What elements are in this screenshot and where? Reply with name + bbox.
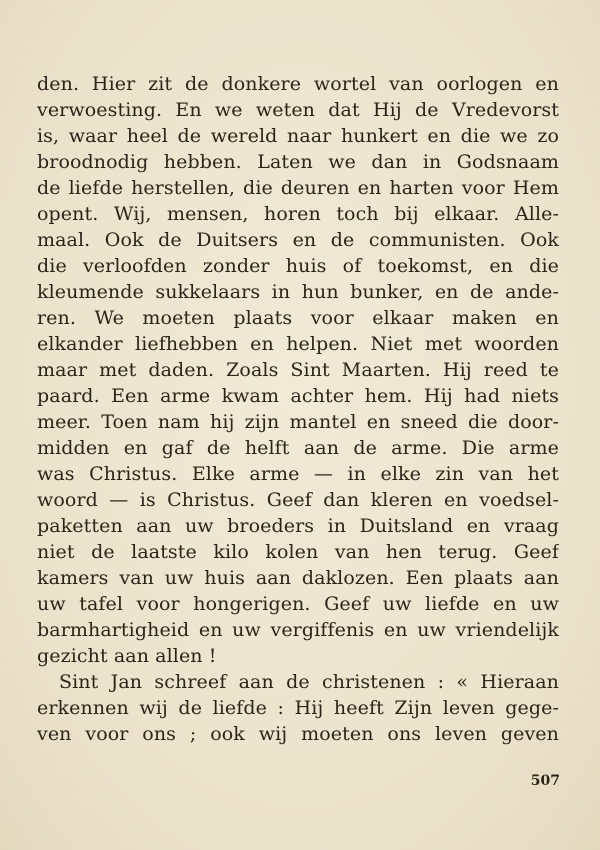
text-line: verwoesting. En we weten dat Hij de Vredevorst <box>37 99 559 121</box>
text-line: is, waar heel de wereld naar hunkert en die we zo <box>37 125 559 147</box>
text-line: niet de laatste kilo kolen van hen terug. Geef <box>37 541 559 563</box>
text-line: gezicht aan allen ! <box>37 645 217 667</box>
text-line: Sint Jan schreef aan de christenen : « Hieraan <box>59 671 559 693</box>
text-line: kamers van uw huis aan daklozen. Een plaats aan <box>37 567 559 589</box>
text-line: ven voor ons ; ook wij moeten ons leven geven <box>37 723 559 745</box>
text-line: was Christus. Elke arme — in elke zin van het <box>37 463 559 485</box>
text-line: uw tafel voor hongerigen. Geef uw liefde en uw <box>37 593 559 615</box>
text-line: kleumende sukkelaars in hun bunker, en de ande- <box>37 281 559 303</box>
body-text <box>37 71 559 747</box>
text-line: ren. We moeten plaats voor elkaar maken en <box>37 307 559 329</box>
text-line: barmhartigheid en uw vergiffenis en uw vriendelijk <box>37 619 559 641</box>
text-line: broodnodig hebben. Laten we dan in Godsnaam <box>37 151 559 173</box>
text-line: midden en gaf de helft aan de arme. Die arme <box>37 437 559 459</box>
text-line: den. Hier zit de donkere wortel van oorlogen en <box>37 73 559 95</box>
text-line: elkander liefhebben en helpen. Niet met woorden <box>37 333 559 355</box>
text-line: maar met daden. Zoals Sint Maarten. Hij reed te <box>37 359 559 381</box>
text-line: opent. Wij, mensen, horen toch bij elkaar. Alle- <box>37 203 559 225</box>
text-line: die verloofden zonder huis of toekomst, en die <box>37 255 559 277</box>
text-line: erkennen wij de liefde : Hij heeft Zijn leven gege- <box>37 697 559 719</box>
text-line: paard. Een arme kwam achter hem. Hij had niets <box>37 385 559 407</box>
page-number: 507 <box>530 773 560 789</box>
paragraph-2 <box>37 669 559 747</box>
text-line: paketten aan uw broeders in Duitsland en vraag <box>37 515 559 537</box>
text-line: de liefde herstellen, die deuren en harten voor Hem <box>37 177 559 199</box>
text-line: meer. Toen nam hij zijn mantel en sneed die door- <box>37 411 559 433</box>
text-line: woord — is Christus. Geef dan kleren en voedsel- <box>37 489 559 511</box>
paragraph-1 <box>37 71 559 669</box>
text-line: maal. Ook de Duitsers en de communisten. Ook <box>37 229 559 251</box>
